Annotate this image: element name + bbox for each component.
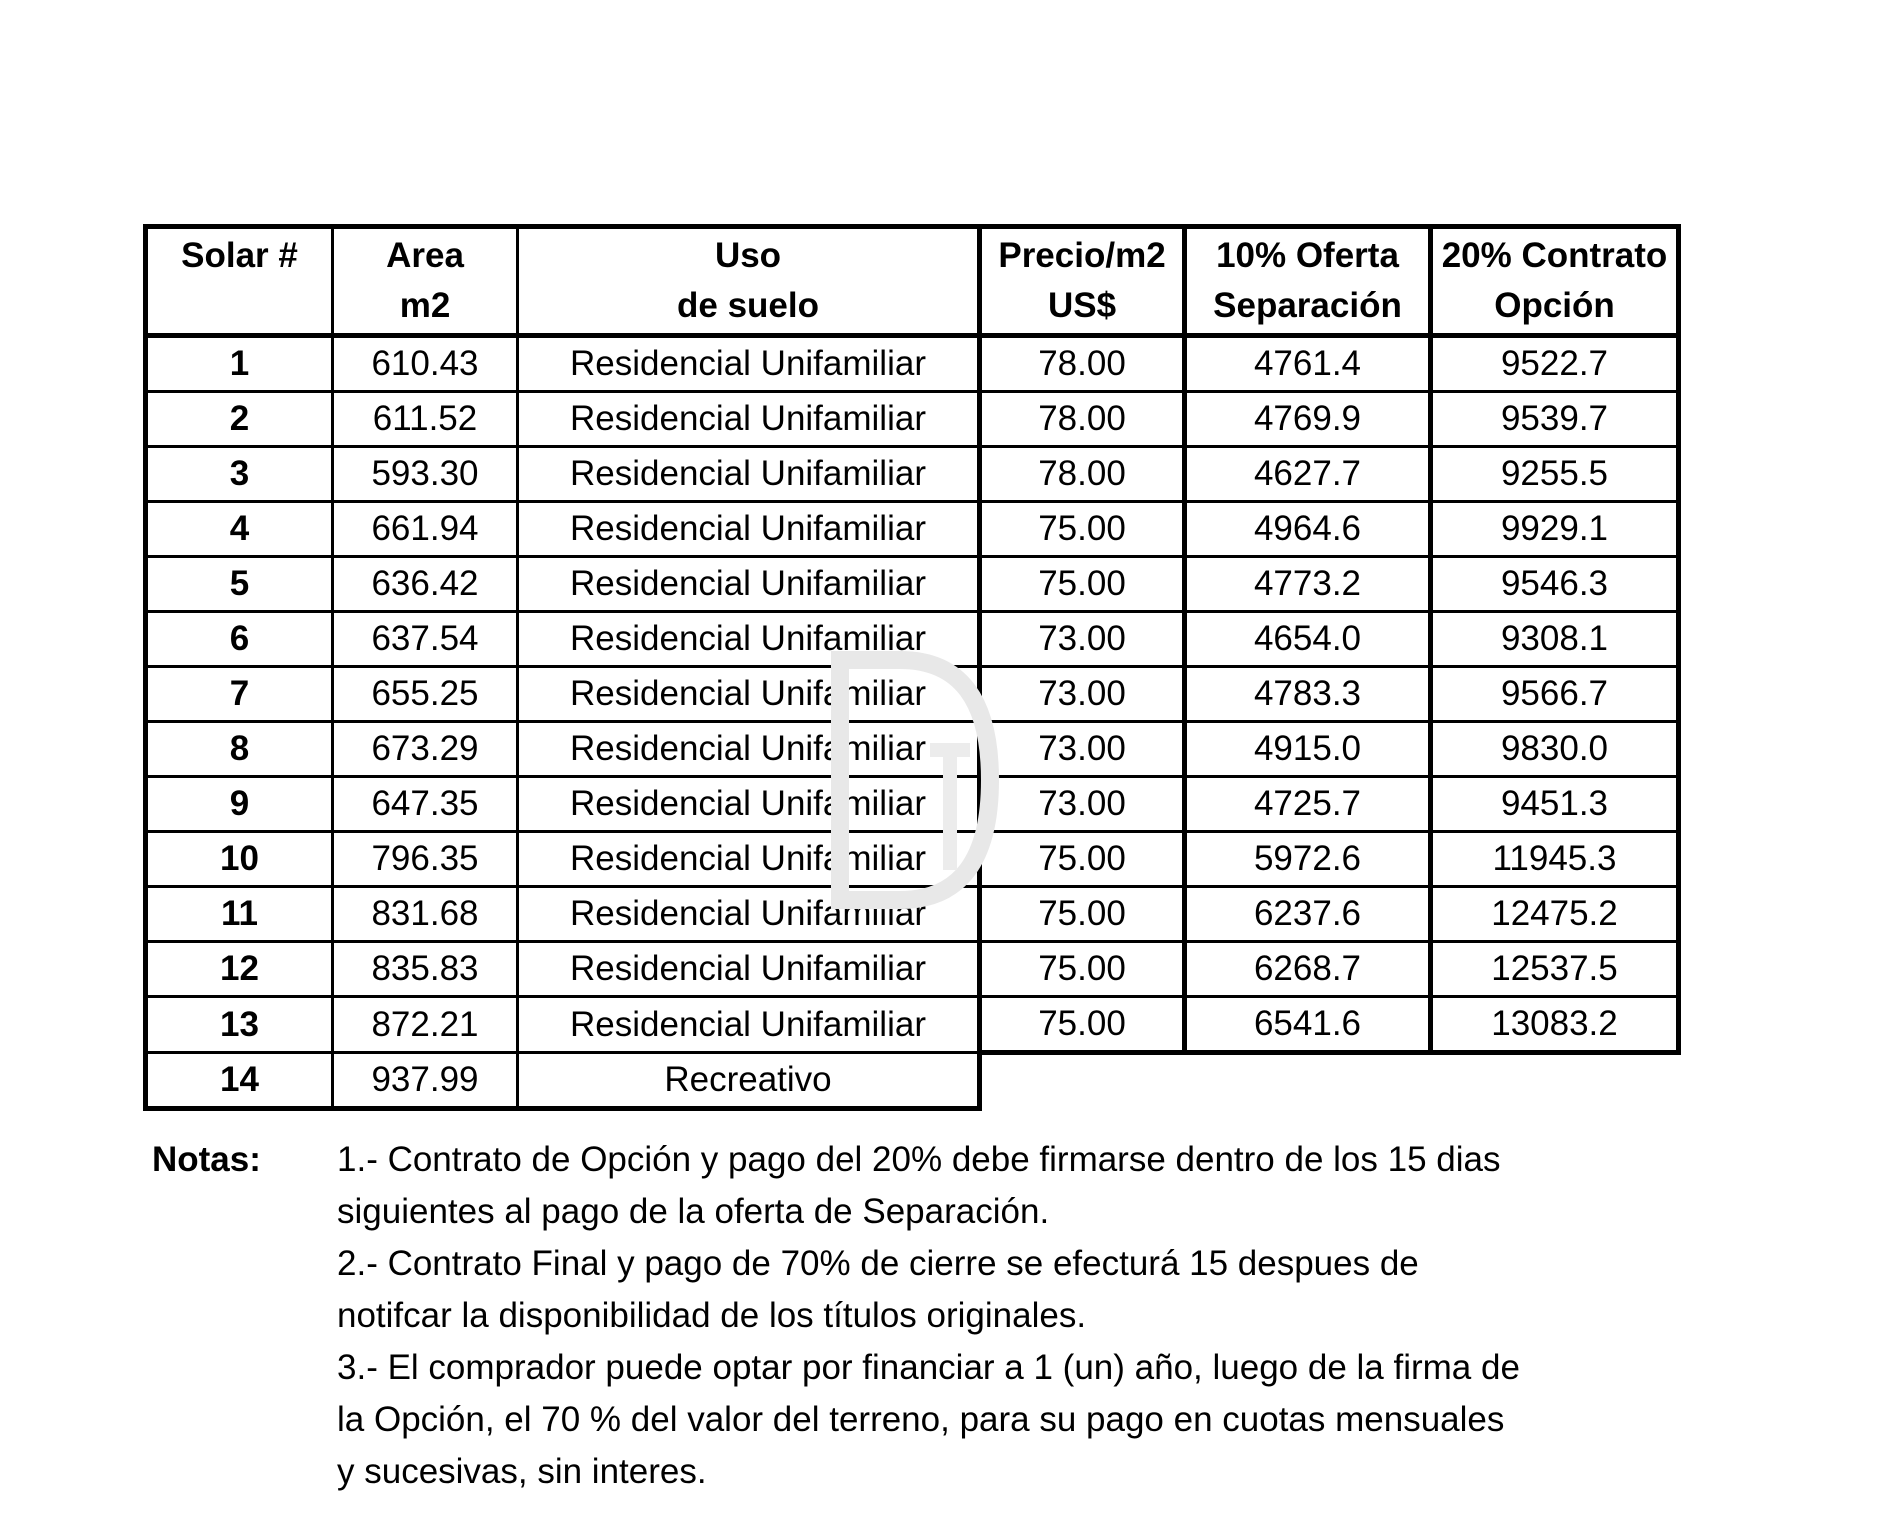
cell-area: 937.99 xyxy=(333,1053,518,1109)
cell-uso: Residencial Unifamiliar xyxy=(518,392,980,447)
cell-oferta: 4783.3 xyxy=(1185,667,1431,722)
cell-oferta: 6268.7 xyxy=(1185,942,1431,997)
cell-contrato: 9929.1 xyxy=(1431,502,1679,557)
header-uso-line1: Uso xyxy=(714,236,782,275)
cell-solar: 9 xyxy=(146,777,333,832)
cell-uso: Residencial Unifamiliar xyxy=(518,502,980,557)
cell-oferta: 5972.6 xyxy=(1185,832,1431,887)
cell-uso: Residencial Unifamiliar xyxy=(518,832,980,887)
header-solar xyxy=(146,227,333,336)
table-row xyxy=(146,336,1679,392)
cell-uso: Residencial Unifamiliar xyxy=(518,777,980,832)
cell-solar: 4 xyxy=(146,502,333,557)
table-row xyxy=(146,612,1679,667)
table-row xyxy=(146,722,1679,777)
cell-oferta: 4769.9 xyxy=(1185,392,1431,447)
header-precio-line2: US$ xyxy=(1047,286,1117,325)
cell-solar: 3 xyxy=(146,447,333,502)
cell-area: 636.42 xyxy=(333,557,518,612)
table-row xyxy=(146,557,1679,612)
table-row xyxy=(146,1053,1679,1109)
cell-area: 593.30 xyxy=(333,447,518,502)
cell-precio: 75.00 xyxy=(980,997,1185,1053)
cell-solar: 10 xyxy=(146,832,333,887)
cell-uso: Residencial Unifamiliar xyxy=(518,667,980,722)
header-row xyxy=(146,227,1679,336)
cell-uso: Residencial Unifamiliar xyxy=(518,557,980,612)
cell-area: 796.35 xyxy=(333,832,518,887)
cell-solar: 8 xyxy=(146,722,333,777)
cell-contrato: 9451.3 xyxy=(1431,777,1679,832)
cell-area: 611.52 xyxy=(333,392,518,447)
cell-uso: Residencial Unifamiliar xyxy=(518,336,980,392)
cell-oferta: 4964.6 xyxy=(1185,502,1431,557)
header-precio-line1: Precio/m2 xyxy=(998,236,1166,275)
note-line: la Opción, el 70 % del valor del terreno, para su pago en cuotas mensuales xyxy=(337,1400,1505,1439)
cell-precio: 75.00 xyxy=(980,942,1185,997)
cell-contrato: 12537.5 xyxy=(1431,942,1679,997)
empty-cell xyxy=(980,1053,1185,1109)
cell-contrato: 13083.2 xyxy=(1431,997,1679,1053)
cell-solar: 2 xyxy=(146,392,333,447)
table-row xyxy=(146,777,1679,832)
header-contrato-line1: 20% Contrato xyxy=(1441,236,1668,275)
header-area-line2: m2 xyxy=(399,286,451,325)
cell-area: 655.25 xyxy=(333,667,518,722)
lot-price-table xyxy=(143,224,1681,1111)
cell-area: 673.29 xyxy=(333,722,518,777)
table-row xyxy=(146,502,1679,557)
cell-contrato: 9255.5 xyxy=(1431,447,1679,502)
notes-body xyxy=(337,1134,1637,1498)
cell-contrato: 9830.0 xyxy=(1431,722,1679,777)
cell-precio: 75.00 xyxy=(980,502,1185,557)
table-row xyxy=(146,997,1679,1053)
cell-uso: Recreativo xyxy=(518,1053,980,1109)
cell-precio: 73.00 xyxy=(980,667,1185,722)
header-oferta-line1: 10% Oferta xyxy=(1216,236,1399,275)
cell-contrato: 9546.3 xyxy=(1431,557,1679,612)
cell-oferta: 6541.6 xyxy=(1185,997,1431,1053)
header-area xyxy=(333,227,518,336)
empty-cell xyxy=(1185,1053,1431,1109)
header-contrato xyxy=(1431,227,1679,336)
cell-precio: 78.00 xyxy=(980,447,1185,502)
cell-uso: Residencial Unifamiliar xyxy=(518,997,980,1053)
cell-solar: 5 xyxy=(146,557,333,612)
header-contrato-line2: Opción xyxy=(1494,286,1615,325)
empty-cell xyxy=(1431,1053,1679,1109)
header-solar-line1: Solar # xyxy=(181,236,298,275)
header-oferta xyxy=(1185,227,1431,336)
cell-oferta: 4725.7 xyxy=(1185,777,1431,832)
cell-solar: 11 xyxy=(146,887,333,942)
cell-area: 610.43 xyxy=(333,336,518,392)
cell-uso: Residencial Unifamiliar xyxy=(518,887,980,942)
cell-uso: Residencial Unifamiliar xyxy=(518,722,980,777)
note-line: notifcar la disponibilidad de los títulos originales. xyxy=(337,1296,1087,1335)
cell-area: 835.83 xyxy=(333,942,518,997)
cell-oferta: 4915.0 xyxy=(1185,722,1431,777)
table-row xyxy=(146,667,1679,722)
header-uso xyxy=(518,227,980,336)
table-row xyxy=(146,832,1679,887)
cell-solar: 6 xyxy=(146,612,333,667)
cell-precio: 73.00 xyxy=(980,722,1185,777)
cell-uso: Residencial Unifamiliar xyxy=(518,447,980,502)
cell-solar: 14 xyxy=(146,1053,333,1109)
cell-area: 647.35 xyxy=(333,777,518,832)
cell-precio: 75.00 xyxy=(980,887,1185,942)
cell-oferta: 4761.4 xyxy=(1185,336,1431,392)
cell-contrato: 11945.3 xyxy=(1431,832,1679,887)
cell-precio: 78.00 xyxy=(980,336,1185,392)
note-line: 2.- Contrato Final y pago de 70% de cierre se efecturá 15 despues de xyxy=(337,1244,1419,1283)
note-line: 3.- El comprador puede optar por financiar a 1 (un) año, luego de la firma de xyxy=(337,1348,1520,1387)
table-row xyxy=(146,942,1679,997)
cell-uso: Residencial Unifamiliar xyxy=(518,612,980,667)
cell-precio: 73.00 xyxy=(980,777,1185,832)
note-line: 1.- Contrato de Opción y pago del 20% debe firmarse dentro de los 15 dias xyxy=(337,1140,1501,1179)
cell-contrato: 9522.7 xyxy=(1431,336,1679,392)
cell-area: 661.94 xyxy=(333,502,518,557)
table-header xyxy=(146,227,1679,336)
cell-area: 831.68 xyxy=(333,887,518,942)
table-body xyxy=(146,336,1679,1109)
cell-area: 637.54 xyxy=(333,612,518,667)
header-area-line1: Area xyxy=(386,236,464,275)
header-oferta-line2: Separación xyxy=(1213,286,1402,325)
table-row xyxy=(146,392,1679,447)
cell-contrato: 9539.7 xyxy=(1431,392,1679,447)
cell-oferta: 4654.0 xyxy=(1185,612,1431,667)
cell-solar: 7 xyxy=(146,667,333,722)
cell-area: 872.21 xyxy=(333,997,518,1053)
cell-solar: 1 xyxy=(146,336,333,392)
cell-oferta: 6237.6 xyxy=(1185,887,1431,942)
cell-precio: 73.00 xyxy=(980,612,1185,667)
cell-contrato: 12475.2 xyxy=(1431,887,1679,942)
table-row xyxy=(146,447,1679,502)
cell-oferta: 4627.7 xyxy=(1185,447,1431,502)
cell-precio: 75.00 xyxy=(980,557,1185,612)
header-precio xyxy=(980,227,1185,336)
cell-contrato: 9308.1 xyxy=(1431,612,1679,667)
note-line: y sucesivas, sin interes. xyxy=(337,1452,707,1491)
cell-uso: Residencial Unifamiliar xyxy=(518,942,980,997)
table-row xyxy=(146,887,1679,942)
cell-solar: 13 xyxy=(146,997,333,1053)
cell-solar: 12 xyxy=(146,942,333,997)
cell-precio: 75.00 xyxy=(980,832,1185,887)
cell-oferta: 4773.2 xyxy=(1185,557,1431,612)
notes-label: Notas: xyxy=(152,1140,261,1179)
cell-contrato: 9566.7 xyxy=(1431,667,1679,722)
note-line: siguientes al pago de la oferta de Separación. xyxy=(337,1192,1050,1231)
cell-precio: 78.00 xyxy=(980,392,1185,447)
header-uso-line2: de suelo xyxy=(677,286,819,325)
